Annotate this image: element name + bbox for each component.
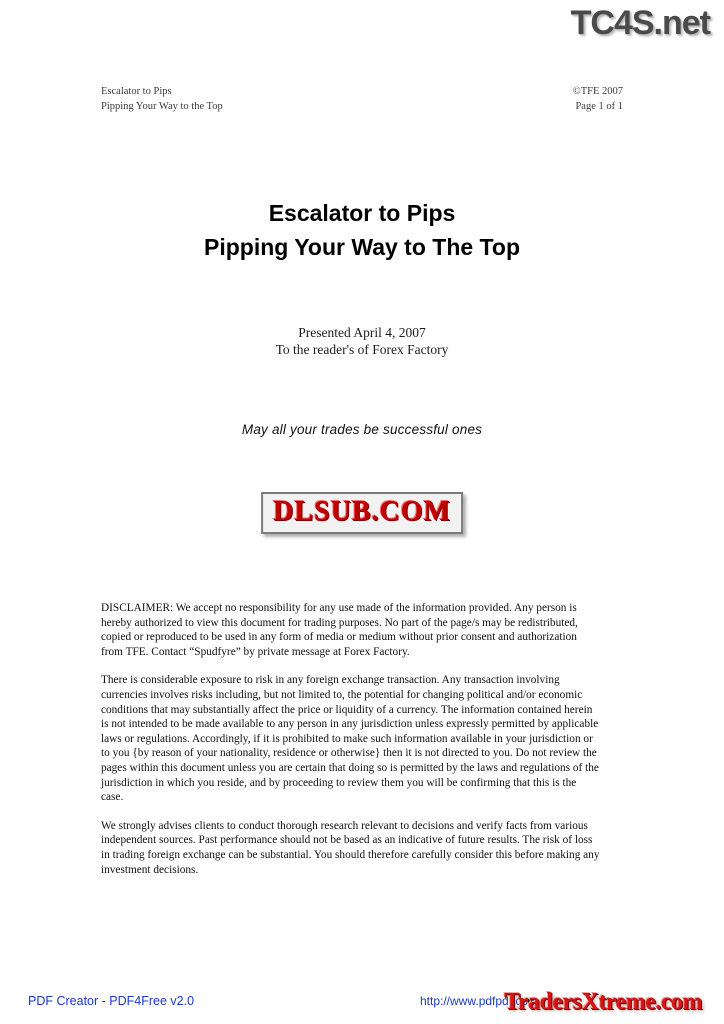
page-header-left [101,85,223,114]
tc4s-watermark: TC4S.net [570,4,710,42]
presented-date: Presented April 4, 2007 [298,325,426,340]
page-header-left-line1: Escalator to Pips [101,86,172,97]
dlsub-stamp-label: DLSUB.COM [273,496,451,527]
disclaimer-paragraph-2: There is considerable exposure to risk in any foreign exchange transaction. Any transaction involving currencies involves risks including, but not limited to, the potential for changing political and/or economic conditions that may substantially affect the price or liquidity of a currency. The information contained herein is not intended to be made available to any person in any jurisdiction unless expressly permitted by applicable laws or regulations. Accordingly, if it is prohibited to make such information available in your jurisdiction or to you {by reason of your nationality, residence or otherwise} then it is not directed to you. Do not review the pages within this document unless you are certain that doing so is permitted by the laws and regulations of the jurisdiction in which you reside, and by proceeding to review them you will be confirming that this is the case. [101,674,599,804]
page-title-line1: Escalator to Pips [268,200,456,226]
disclaimer-paragraph-3: We strongly advises clients to conduct thorough research relevant to decisions and verify facts from various independent sources. Past performance should not be based as an indicative of future results. The risk of loss in trading foreign exchange can be substantial. You should therefore carefully consider this before making any investment decisions. [101,819,600,876]
page-number: Page 1 of 1 [575,100,623,112]
dlsub-stamp [261,492,463,534]
presented-block [0,324,724,358]
page-header [101,85,623,114]
pdf-creator-label[interactable]: PDF Creator - PDF4Free v2.0 [28,994,195,1008]
tradersxtreme-watermark: TradersXtreme.com [504,989,702,1015]
tagline: May all your trades be successful ones [241,422,483,437]
page-header-left-line2: Pipping Your Way to the Top [101,100,223,112]
presented-audience: To the reader's of Forex Factory [275,342,449,357]
disclaimer-text [101,601,601,877]
disclaimer-paragraph-1: DISCLAIMER: We accept no responsibility for any use made of the information provided. Any person is hereby authorized to view this document for trading purposes. No part of the page/s may be redistributed, copied or reproduced to be used in any form of media or medium without prior consent and authorization from TFE. Contact “Spudfyre” by private message at Forex Factory. [101,602,578,658]
page-header-right [573,85,623,114]
pdf-creator-url-link[interactable]: http://www.pdfpdf.com [420,994,539,1008]
copyright-notice: ©TFE 2007 [572,86,623,97]
page-title [0,196,724,264]
page-title-line2: Pipping Your Way to The Top [203,234,520,260]
